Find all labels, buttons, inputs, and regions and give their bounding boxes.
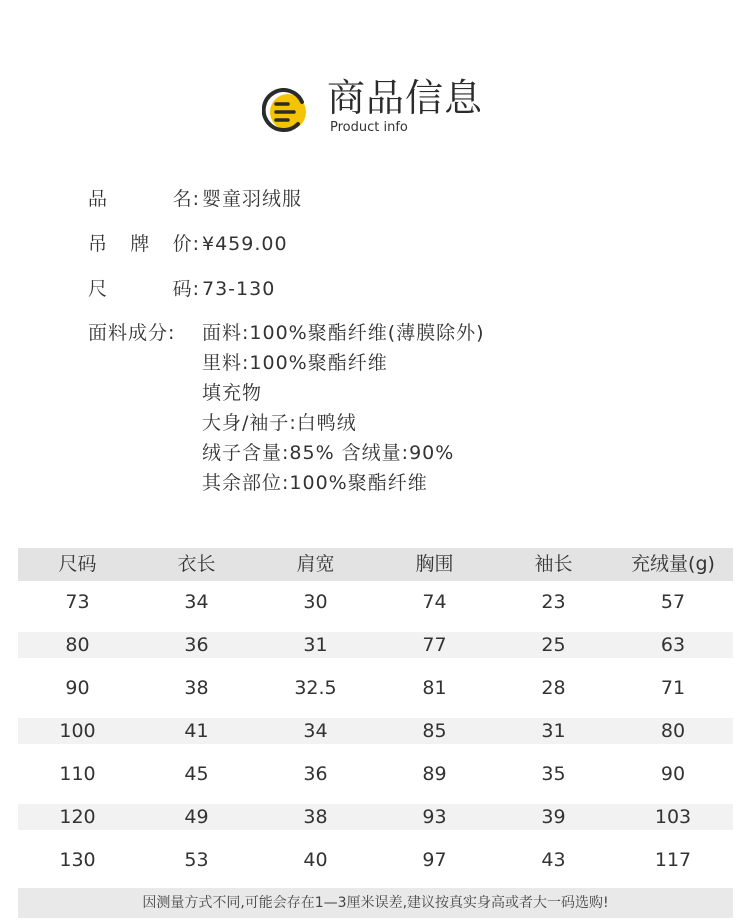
table-cell: 90: [660, 763, 686, 785]
table-cell: 57: [660, 591, 686, 613]
table-cell: 23: [541, 591, 566, 613]
document-lines-icon: [262, 88, 312, 138]
table-cell: 30: [303, 591, 328, 613]
table-header-cell: 胸围: [415, 553, 454, 575]
table-cell: 31: [303, 634, 328, 656]
table-cell: 34: [303, 720, 328, 742]
table-row: [18, 753, 733, 796]
table-cell: 110: [59, 763, 96, 785]
info-row-name: [88, 184, 688, 229]
table-cell: 49: [184, 806, 209, 828]
table-cell: 35: [541, 763, 566, 785]
page-subtitle: Product info: [330, 120, 408, 135]
page-title: 商品信息: [327, 76, 484, 120]
table-cell: 31: [541, 720, 566, 742]
table-cell: 43: [541, 849, 566, 871]
table-cell: 117: [654, 849, 692, 871]
fabric-line: 大身/袖子:白鸭绒: [202, 412, 357, 434]
fabric-line: 面料:100%聚酯纤维(薄膜除外): [202, 322, 485, 344]
fabric-line: 里料:100%聚酯纤维: [202, 352, 388, 374]
table-cell: 130: [59, 849, 96, 871]
info-row-price: [88, 229, 688, 274]
size-label: 尺 码:: [88, 278, 200, 300]
size-value: 73-130: [202, 278, 276, 300]
name-label: 品 名:: [88, 188, 200, 210]
table-header-cell: 尺码: [58, 553, 97, 575]
measurement-note: 因测量方式不同,可能会存在1—3厘米误差,建议按真实身高或者大一码选购!: [18, 888, 733, 918]
fabric-line: 绒子含量:85% 含绒量:90%: [202, 442, 455, 464]
product-info: [88, 184, 688, 494]
table-cell: 97: [422, 849, 447, 871]
table-cell: 38: [184, 677, 209, 699]
table-row: [18, 796, 733, 839]
table-cell: 90: [65, 677, 90, 699]
table-cell: 80: [65, 634, 90, 656]
table-cell: 120: [59, 806, 96, 828]
table-cell: 80: [660, 720, 686, 742]
table-cell: 39: [541, 806, 566, 828]
table-cell: 38: [303, 806, 328, 828]
price-value: ¥459.00: [202, 233, 288, 255]
fabric-line: 填充物: [202, 382, 263, 404]
table-cell: 36: [303, 763, 328, 785]
table-cell: 36: [184, 634, 209, 656]
table-row: [18, 667, 733, 710]
table-cell: 28: [541, 677, 566, 699]
table-cell: 41: [184, 720, 209, 742]
table-cell: 45: [184, 763, 209, 785]
table-row: [18, 581, 733, 624]
table-header-cell: 肩宽: [296, 553, 335, 575]
table-cell: 74: [422, 591, 447, 613]
table-cell: 71: [660, 677, 686, 699]
size-table: [18, 548, 733, 882]
table-cell: 34: [184, 591, 209, 613]
table-cell: 89: [422, 763, 447, 785]
table-cell: 103: [654, 806, 692, 828]
table-row: [18, 839, 733, 882]
section-header: [262, 70, 522, 140]
table-header-cell: 袖长: [534, 553, 573, 575]
table-header-row: [18, 548, 733, 581]
table-cell: 63: [660, 634, 686, 656]
table-cell: 73: [65, 591, 90, 613]
table-row: [18, 624, 733, 667]
table-cell: 40: [303, 849, 328, 871]
table-header-cell: 衣长: [177, 553, 216, 575]
table-header-cell: 充绒量(g): [631, 553, 715, 575]
price-label: 吊 牌 价:: [88, 233, 200, 255]
table-cell: 77: [422, 634, 447, 656]
table-cell: 100: [59, 720, 96, 742]
fabric-lines: [202, 318, 485, 498]
fabric-line: 其余部位:100%聚酯纤维: [202, 472, 428, 494]
table-cell: 81: [422, 677, 447, 699]
table-cell: 32.5: [294, 677, 337, 699]
table-cell: 25: [541, 634, 566, 656]
fabric-label: 面料成分:: [88, 322, 176, 344]
table-cell: 93: [422, 806, 447, 828]
info-row-size: [88, 274, 688, 319]
table-cell: 53: [184, 849, 209, 871]
table-cell: 85: [422, 720, 447, 742]
table-row: [18, 710, 733, 753]
name-value: 婴童羽绒服: [202, 188, 303, 210]
